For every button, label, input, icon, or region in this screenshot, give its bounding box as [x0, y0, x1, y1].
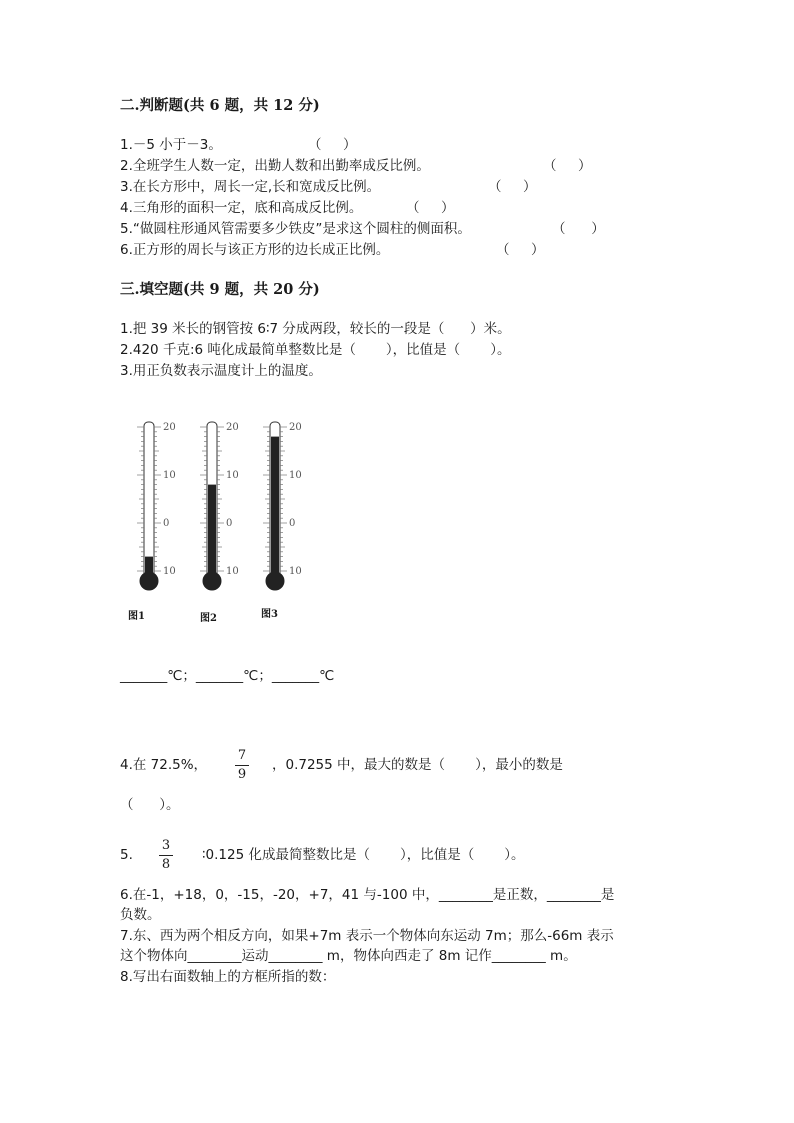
fill-question-8: 8.写出右面数轴上的方框所指的数：	[120, 969, 336, 985]
thermometer-bulb-2	[203, 572, 221, 590]
fraction-seven-ninths	[235, 749, 249, 782]
tick-label: 0	[289, 518, 296, 529]
judge-item-2: 2.全班学生人数一定，出勤人数和出勤率成反比例。	[120, 158, 430, 174]
fill-question-4-suffix: ，0.7255 中，最大的数是（ ），最小的数是	[272, 757, 563, 773]
tick-label: 20	[226, 422, 239, 433]
figure-caption-3: 图3	[261, 609, 278, 620]
fill-question-7-line1: 7.东、西为两个相反方向，如果+7m 表示一个物体向东运动 7m；那么-66m 表示	[120, 928, 614, 944]
judge-item-3: 3.在长方形中，周长一定,长和宽成反比例。	[120, 179, 381, 195]
mercury-column-3	[271, 437, 279, 581]
judge-item-1: 1.－5 小于－3。	[120, 137, 222, 153]
tick-label: 10	[289, 566, 302, 577]
thermometer-figure	[118, 410, 338, 610]
temperature-answer-blanks[interactable]: _______℃；_______℃；_______℃	[120, 668, 335, 684]
mercury-column-2	[208, 485, 216, 581]
judge-item-5: 5.“做圆柱形通风管需要多少铁皮”是求这个圆柱的侧面积。	[120, 221, 471, 237]
fill-question-7-line2: 这个物体向________运动________ m，物体向西走了 8m 记作________ m。	[120, 948, 577, 964]
tick-label: 10	[163, 566, 176, 577]
fraction-three-eighths	[159, 839, 173, 872]
tick-label: 0	[163, 518, 170, 529]
fill-question-2: 2.420 千克:6 吨化成最简单整数比是（ ），比值是（ ）。	[120, 342, 511, 358]
judge-blank-2[interactable]: （ ）	[543, 158, 592, 174]
judge-item-6: 6.正方形的周长与该正方形的边长成正比例。	[120, 242, 390, 258]
tick-label: 20	[163, 422, 176, 433]
fraction-denominator: 8	[161, 857, 171, 872]
thermometer-bulb-3	[266, 572, 284, 590]
judge-blank-3[interactable]: （ ）	[488, 179, 537, 195]
fill-question-4-prefix: 4.在 72.5%，	[120, 757, 208, 773]
fraction-numerator: 3	[161, 838, 171, 853]
fill-question-6-line2: 负数。	[120, 907, 161, 923]
fill-question-5-suffix: ∶0.125 化成最简整数比是（ ），比值是（ ）。	[202, 847, 525, 863]
judge-blank-5[interactable]: （ ）	[552, 221, 605, 237]
judge-blank-4[interactable]: （ ）	[406, 200, 455, 216]
fill-question-3: 3.用正负数表示温度计上的温度。	[120, 363, 322, 379]
tick-label: 20	[289, 422, 302, 433]
tick-label: 10	[226, 566, 239, 577]
fraction-bar	[159, 855, 173, 856]
thermometer-bulb-1	[140, 572, 158, 590]
fraction-numerator: 7	[237, 748, 247, 763]
tick-label: 10	[289, 470, 302, 481]
fill-question-5-prefix: 5.	[120, 847, 133, 863]
tick-label: 0	[226, 518, 233, 529]
section3-heading: 三.填空题(共 9 题，共 20 分)	[120, 281, 320, 298]
fill-question-6-line1: 6.在-1，+18，0，-15，-20，+7，41 与-100 中，________是正数，________是	[120, 887, 615, 903]
figure-caption-2: 图2	[200, 613, 217, 624]
fraction-denominator: 9	[237, 767, 247, 782]
tick-label: 10	[226, 470, 239, 481]
fill-question-4-cont: （ ）。	[120, 797, 180, 813]
judge-blank-6[interactable]: （ ）	[496, 242, 545, 258]
judge-blank-1[interactable]: （ ）	[308, 137, 357, 153]
fill-question-1: 1.把 39 米长的钢管按 6∶7 分成两段，较长的一段是（ ）米。	[120, 321, 511, 337]
figure-caption-1: 图1	[128, 611, 145, 622]
thermometers	[137, 422, 302, 590]
fraction-bar	[235, 765, 249, 766]
tick-label: 10	[163, 470, 176, 481]
judge-item-4: 4.三角形的面积一定，底和高成反比例。	[120, 200, 363, 216]
section2-heading: 二.判断题(共 6 题，共 12 分)	[120, 97, 320, 114]
